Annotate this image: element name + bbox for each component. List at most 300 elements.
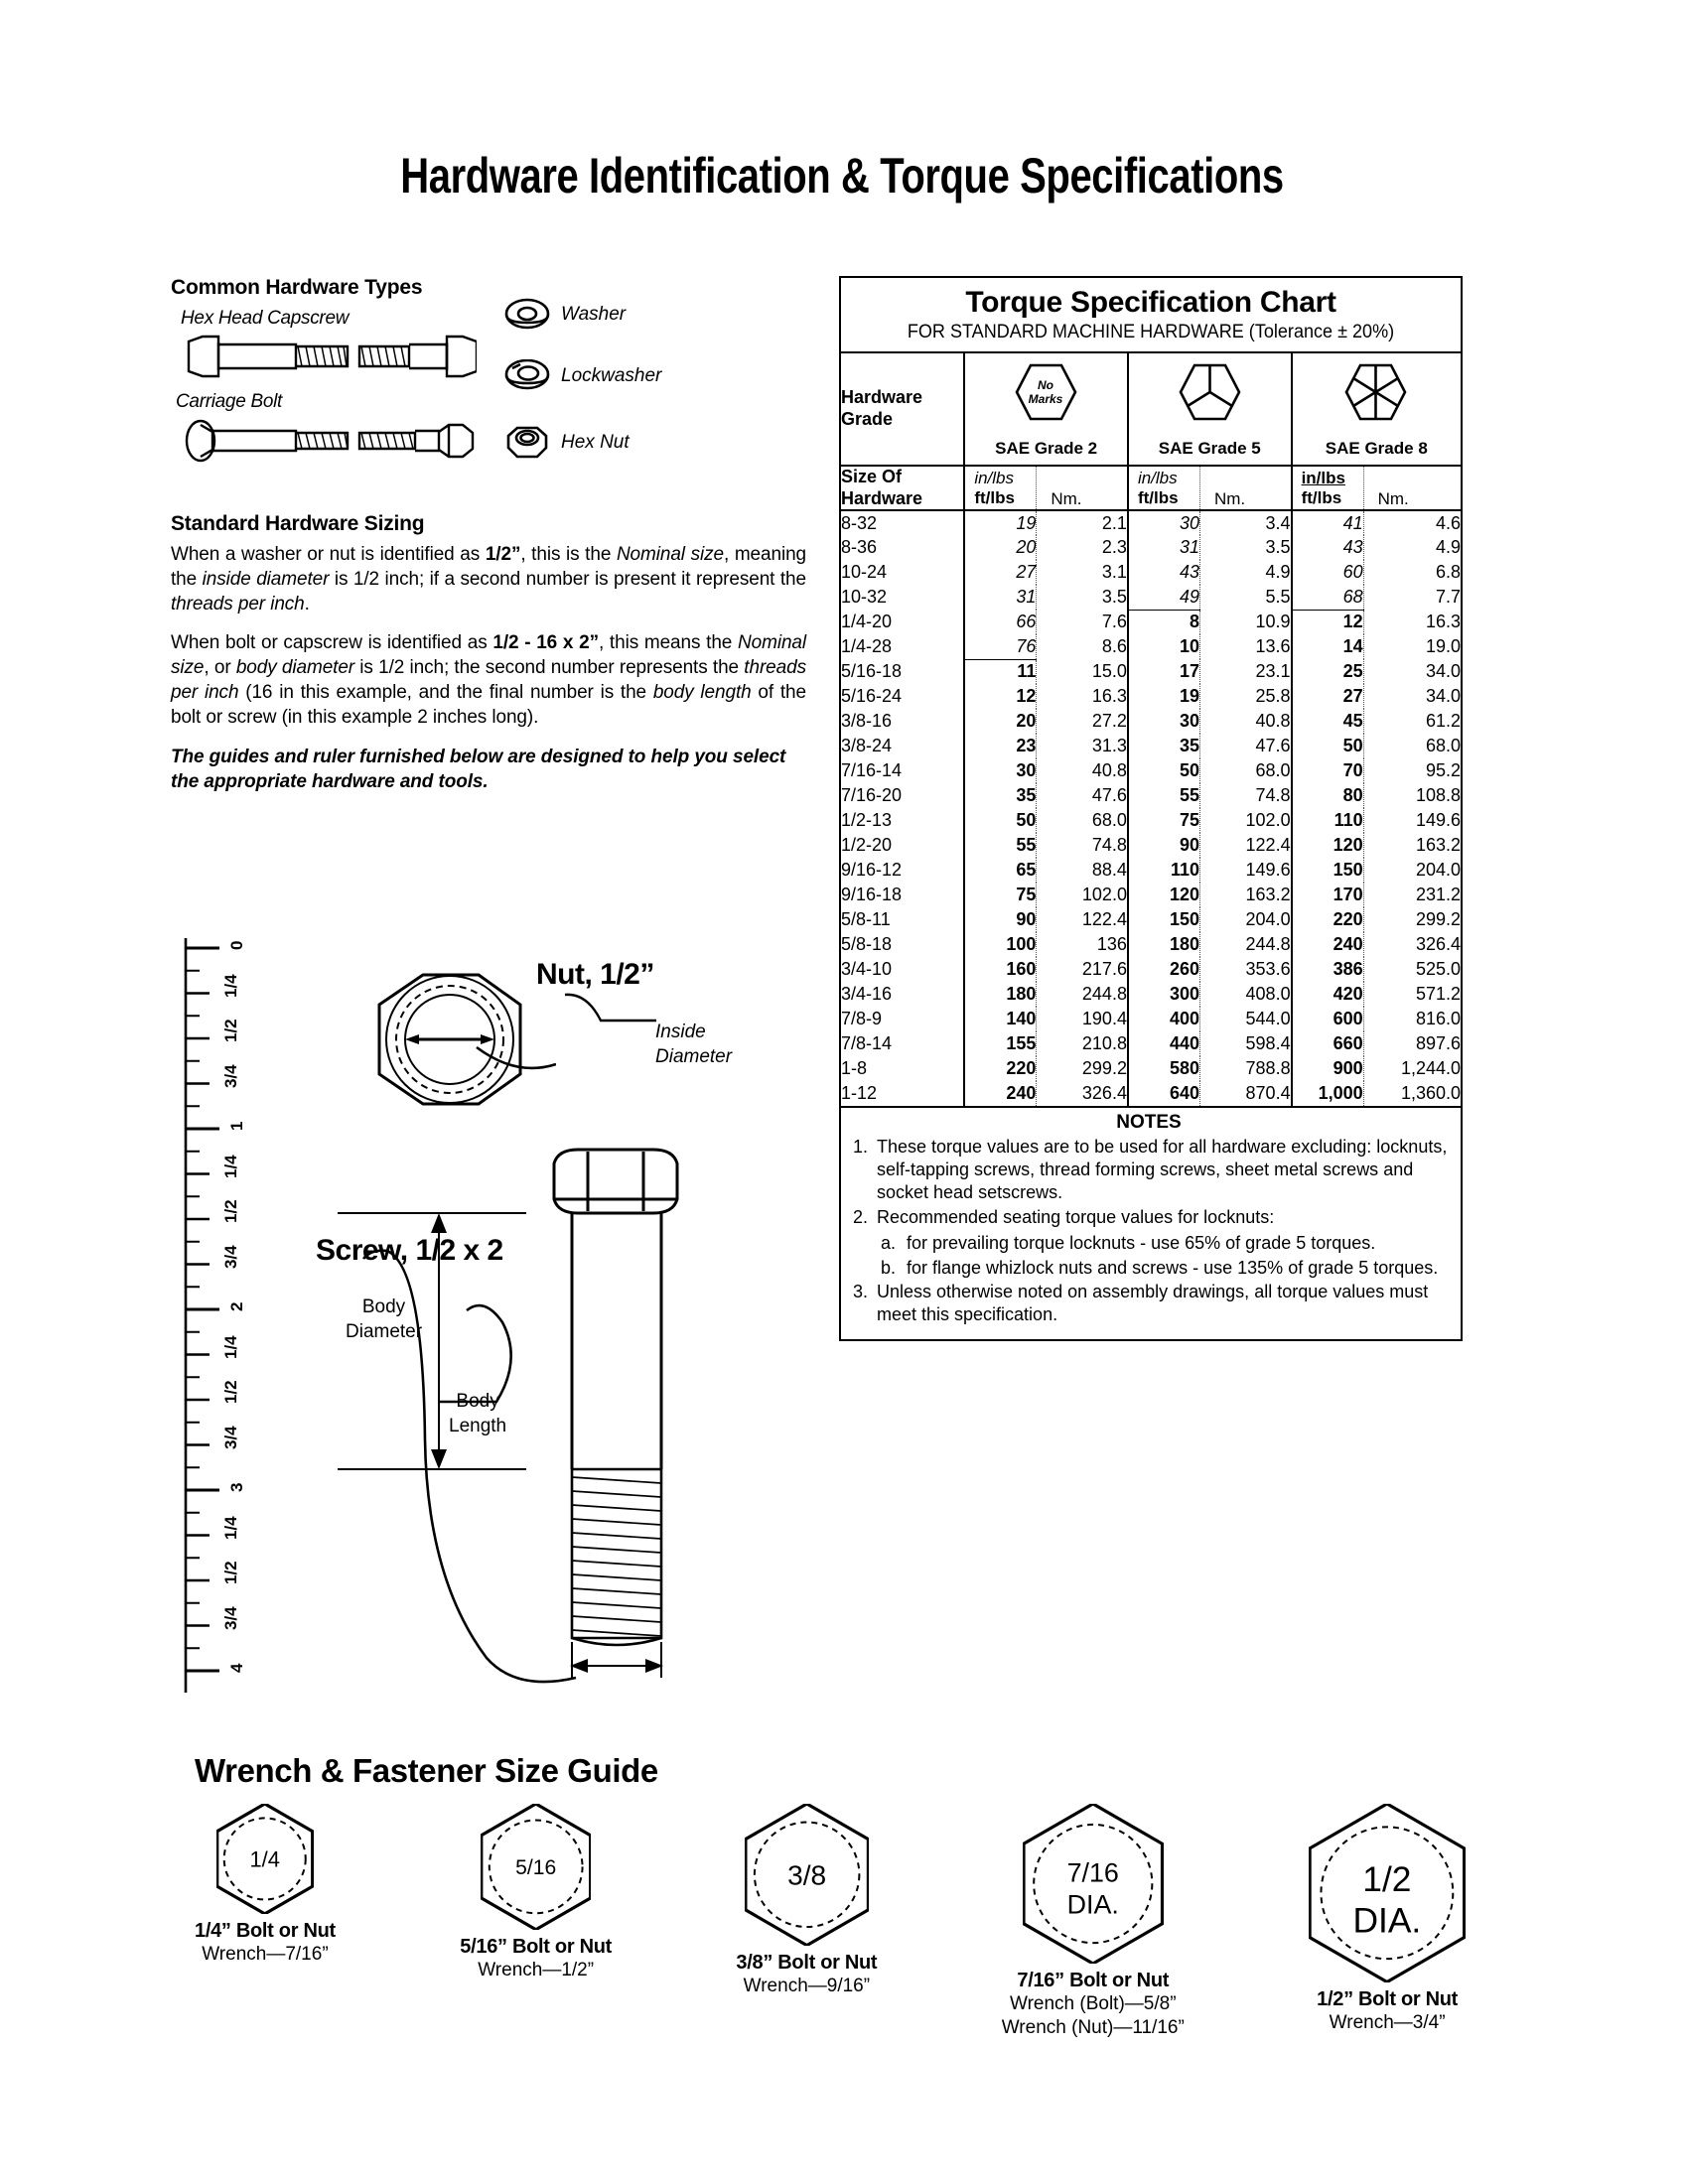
grade-5-torque: 180 [1128, 932, 1200, 957]
left-column [171, 276, 806, 809]
note-text: Recommended seating torque values for locknuts: [877, 1207, 1275, 1228]
row-size: 8-36 [841, 537, 878, 558]
row-size: 1/4-28 [841, 636, 893, 657]
ruler-label: 1/2 [221, 1380, 240, 1404]
grade-8-nm: 149.6 [1363, 808, 1461, 833]
grade-2-torque: 65 [964, 858, 1037, 883]
grade-5-nm-header: Nm. [1199, 466, 1291, 510]
table-row [841, 510, 1461, 535]
grade-8-nm: 34.0 [1363, 659, 1461, 684]
wrench-item-caption: 5/16” Bolt or Nut [460, 1935, 612, 1958]
legend-washer-label: Washer [561, 304, 627, 325]
grade-5-nm: 13.6 [1199, 634, 1291, 659]
wrench-fastener-size-guide [195, 1752, 1466, 2040]
row-size: 3/8-16 [841, 711, 893, 732]
note-subtext: for flange whizlock nuts and screws - use 135% of grade 5 torques. [907, 1257, 1439, 1278]
grade-5-torque: 580 [1128, 1056, 1200, 1081]
hex-head-grade8-icon [1303, 357, 1450, 435]
grade-2-torque: 27 [964, 560, 1037, 585]
wrench-item-caption: 1/4” Bolt or Nut [195, 1919, 336, 1942]
hex-fastener-icon [745, 1804, 869, 1946]
nut-title: Nut, 1/2” [536, 958, 654, 991]
grade-8-header [1292, 352, 1461, 466]
grade-5-nm: 10.9 [1199, 610, 1291, 634]
note-subnumber: b. [881, 1257, 897, 1278]
notes-section [841, 1106, 1461, 1338]
grade-2-torque: 19 [964, 510, 1037, 535]
grade-8-torque: 45 [1292, 709, 1364, 734]
grade-8-nm: 108.8 [1363, 783, 1461, 808]
grade-2-torque: 220 [964, 1056, 1037, 1081]
ruler-label: 1/4 [221, 1515, 240, 1540]
grade-8-torque: 660 [1292, 1031, 1364, 1056]
table-row [841, 932, 1461, 957]
note-subnumber: a. [881, 1232, 897, 1253]
grade-2-nm: 8.6 [1037, 634, 1128, 659]
notes-title: NOTES [1116, 1112, 1182, 1134]
grade-2-nm: 2.1 [1037, 510, 1128, 535]
grade-8-nm: 571.2 [1363, 982, 1461, 1007]
grade-2-torque: 11 [964, 659, 1037, 684]
grade-2-nm-header: Nm. [1037, 466, 1128, 510]
inside-diameter-label: Inside Diameter [655, 1022, 733, 1067]
grade-2-nm: 68.0 [1037, 808, 1128, 833]
common-hardware-heading: Common Hardware Types [171, 276, 423, 299]
table-row [841, 684, 1461, 709]
nut-top-view-icon [357, 953, 556, 1152]
grade-5-torque: 150 [1128, 907, 1200, 932]
grade-8-nm: 1,360.0 [1363, 1081, 1461, 1106]
grade-5-nm: 4.9 [1199, 560, 1291, 585]
table-row [841, 907, 1461, 932]
ruler-label: 1/4 [221, 1154, 240, 1178]
hex-dia-label: DIA. [1352, 1901, 1422, 1941]
table-row [841, 858, 1461, 883]
grade-2-nm: 7.6 [1037, 610, 1128, 634]
wrench-guide-heading: Wrench & Fastener Size Guide [195, 1752, 658, 1789]
table-unit-header-row [841, 466, 1461, 510]
grade-2-nm: 136 [1037, 932, 1128, 957]
row-size: 10-32 [841, 587, 888, 608]
hex-size-label: 7/16 [1066, 1857, 1119, 1888]
grade-2-nm: 299.2 [1037, 1056, 1128, 1081]
grade-8-nm: 6.8 [1363, 560, 1461, 585]
row-size: 9/16-18 [841, 885, 903, 905]
grade-2-torque: 240 [964, 1081, 1037, 1106]
row-size: 5/16-24 [841, 686, 903, 707]
ruler-label: 1/4 [221, 973, 240, 998]
grade-2-torque: 140 [964, 1007, 1037, 1031]
table-row [841, 883, 1461, 907]
row-size: 9/16-12 [841, 860, 903, 881]
grade-8-torque: 220 [1292, 907, 1364, 932]
grade-2-torque: 100 [964, 932, 1037, 957]
table-row [841, 957, 1461, 982]
note-text: Unless otherwise noted on assembly drawings, all torque values must meet this specification. [877, 1282, 1429, 1324]
grade-2-nm: 27.2 [1037, 709, 1128, 734]
grade-8-nm: 816.0 [1363, 1007, 1461, 1031]
inside-diameter-leader-icon [561, 985, 680, 1044]
grade-8-torque: 27 [1292, 684, 1364, 709]
row-size: 7/8-14 [841, 1033, 893, 1054]
grade-5-torque: 440 [1128, 1031, 1200, 1056]
note-subitem [881, 1257, 1451, 1280]
grade-8-torque: 110 [1292, 808, 1364, 833]
grade-5-nm: 25.8 [1199, 684, 1291, 709]
hex-fastener-icon [1023, 1804, 1164, 1964]
grade-5-nm: 122.4 [1199, 833, 1291, 858]
grade-2-torque: 50 [964, 808, 1037, 833]
ruler-label: 3/4 [221, 1244, 240, 1269]
grade-2-nm: 102.0 [1037, 883, 1128, 907]
table-row [841, 758, 1461, 783]
grade-5-inlbs-label: in/lbs [1137, 468, 1178, 487]
grade-8-torque: 420 [1292, 982, 1364, 1007]
svg-text:Marks: Marks [1028, 392, 1063, 406]
ruler-label: 3 [227, 1482, 246, 1492]
grade-2-torque: 31 [964, 585, 1037, 610]
hex-head-no-marks-icon [975, 357, 1117, 435]
hex-size-label: 3/8 [786, 1859, 826, 1891]
row-size: 5/16-18 [841, 661, 903, 682]
grade-2-label: SAE Grade 2 [995, 439, 1098, 458]
grade-5-nm: 163.2 [1199, 883, 1291, 907]
ruler-label: 3/4 [221, 1425, 240, 1449]
grade-8-torque: 41 [1292, 510, 1364, 535]
grade-2-torque: 66 [964, 610, 1037, 634]
grade-5-unit-header [1128, 466, 1200, 510]
note-number: 3. [852, 1282, 868, 1302]
sizing-paragraph-2: When bolt or capscrew is identified as 1/2 - 16 x 2”, this means the Nominal size, or body diameter is 1/2 inch; the second number represents the threads per inch (16 in this example, and the final number is the body length of the bolt or screw (in this example 2 inches long). [171, 632, 807, 729]
ruler-label: 1/2 [221, 1019, 240, 1042]
grade-8-nm: 326.4 [1363, 932, 1461, 957]
grade-5-nm: 353.6 [1199, 957, 1291, 982]
sizing-paragraph-1: When a washer or nut is identified as 1/2”, this is the Nominal size, meaning the inside diameter is 1/2 inch; if a second number is present it represent the threads per inch. [171, 544, 806, 615]
grade-5-torque: 300 [1128, 982, 1200, 1007]
note-text: These torque values are to be used for all hardware excluding: locknuts, self-tapping screws, thread forming screws, sheet metal screws and socket head setscrews. [877, 1137, 1448, 1202]
row-size: 10-24 [841, 562, 888, 583]
grade-5-torque: 31 [1128, 535, 1200, 560]
hex-size-label: 1/2 [1362, 1859, 1412, 1899]
note-subtext: for prevailing torque locknuts - use 65% of grade 5 torques. [907, 1232, 1376, 1253]
hex-size-label: 5/16 [515, 1855, 557, 1879]
row-size: 1/2-13 [841, 810, 893, 831]
body-diameter-label: Body Diameter [346, 1297, 423, 1342]
grade-5-torque: 8 [1128, 610, 1200, 634]
grade-5-torque: 55 [1128, 783, 1200, 808]
inch-ruler [184, 938, 246, 1693]
grade-8-torque: 170 [1292, 883, 1364, 907]
grade-8-torque: 80 [1292, 783, 1364, 808]
row-size: 1-12 [841, 1083, 878, 1104]
grade-8-torque: 150 [1292, 858, 1364, 883]
table-row [841, 1081, 1461, 1106]
wrench-item-size-1: Wrench—3/4” [1329, 2011, 1446, 2033]
grade-5-label: SAE Grade 5 [1158, 439, 1261, 458]
row-size: 7/8-9 [841, 1009, 883, 1029]
ruler-label: 3/4 [221, 1605, 240, 1630]
legend-hex-nut-label: Hex Nut [561, 432, 630, 453]
grade-8-nm-header: Nm. [1363, 466, 1461, 510]
grade-5-torque: 120 [1128, 883, 1200, 907]
grade-5-nm: 149.6 [1199, 858, 1291, 883]
grade-8-nm: 231.2 [1363, 883, 1461, 907]
grade-2-torque: 180 [964, 982, 1037, 1007]
grade-5-nm: 3.4 [1199, 510, 1291, 535]
grade-8-nm: 16.3 [1363, 610, 1461, 634]
grade-8-torque: 12 [1292, 610, 1364, 634]
ruler-label: 3/4 [221, 1063, 240, 1088]
wrench-item-size-1: Wrench—9/16” [743, 1975, 871, 1996]
row-size: 7/16-20 [841, 785, 903, 806]
grade-5-torque: 10 [1128, 634, 1200, 659]
grade-8-nm: 7.7 [1363, 585, 1461, 610]
grade-2-nm: 74.8 [1037, 833, 1128, 858]
grade-5-torque: 35 [1128, 734, 1200, 758]
standard-sizing-section [171, 512, 806, 795]
row-size: 5/8-11 [841, 909, 891, 930]
grade-2-unit-header [964, 466, 1037, 510]
grade-8-nm: 204.0 [1363, 858, 1461, 883]
row-size: 7/16-14 [841, 760, 903, 781]
table-row [841, 535, 1461, 560]
grade-8-nm: 1,244.0 [1363, 1056, 1461, 1081]
grade-5-nm: 40.8 [1199, 709, 1291, 734]
wrench-guide-item [195, 1804, 336, 1967]
row-size: 8-32 [841, 512, 878, 533]
ruler-label: 4 [227, 1663, 246, 1673]
grade-2-nm: 2.3 [1037, 535, 1128, 560]
note-item [847, 1206, 1451, 1229]
grade-2-nm: 3.5 [1037, 585, 1128, 610]
note-number: 1. [852, 1137, 868, 1158]
grade-2-torque: 160 [964, 957, 1037, 982]
wrench-item-size-1: Wrench—7/16” [202, 1943, 329, 1965]
table-row [841, 1056, 1461, 1081]
grade-8-torque: 25 [1292, 659, 1364, 684]
table-grade-header-row [841, 352, 1461, 466]
page-title: Hardware Identification & Torque Specifications [400, 148, 1284, 204]
note-item [847, 1281, 1451, 1325]
grade-8-torque: 50 [1292, 734, 1364, 758]
grade-8-nm: 299.2 [1363, 907, 1461, 932]
table-row [841, 734, 1461, 758]
svg-text:No: No [1038, 378, 1054, 392]
carriage-bolt-label: Carriage Bolt [176, 391, 282, 412]
torque-specification-chart [839, 276, 1463, 1341]
grade-2-nm: 40.8 [1037, 758, 1128, 783]
hex-fastener-icon [481, 1804, 591, 1930]
grade-5-nm: 598.4 [1199, 1031, 1291, 1056]
grade-2-inlbs-label: in/lbs [974, 468, 1015, 487]
table-row [841, 833, 1461, 858]
size-of-hardware-header: Size Of Hardware [841, 467, 923, 508]
grade-8-ftlbs-label: ft/lbs [1301, 487, 1342, 507]
grade-8-nm: 897.6 [1363, 1031, 1461, 1056]
hex-head-capscrew-label: Hex Head Capscrew [181, 308, 350, 329]
grade-5-ftlbs-label: ft/lbs [1137, 487, 1179, 507]
hex-nut-icon [504, 425, 550, 461]
grade-2-nm: 326.4 [1037, 1081, 1128, 1106]
row-size: 1/2-20 [841, 835, 893, 856]
table-row [841, 610, 1461, 634]
standard-sizing-heading: Standard Hardware Sizing [171, 512, 425, 535]
sizing-emphasis: The guides and ruler furnished below are designed to help you select the appropriate hardware and tools. [171, 746, 786, 793]
table-row [841, 982, 1461, 1007]
grade-2-nm: 3.1 [1037, 560, 1128, 585]
wrench-item-caption: 3/8” Bolt or Nut [736, 1951, 878, 1974]
grade-5-nm: 3.5 [1199, 535, 1291, 560]
grade-5-nm: 23.1 [1199, 659, 1291, 684]
grade-5-nm: 102.0 [1199, 808, 1291, 833]
grade-5-nm: 47.6 [1199, 734, 1291, 758]
grade-2-torque: 23 [964, 734, 1037, 758]
wrench-item-size-2: Wrench (Nut)—11/16” [1001, 2016, 1185, 2038]
table-row [841, 808, 1461, 833]
grade-8-torque: 43 [1292, 535, 1364, 560]
table-row [841, 1007, 1461, 1031]
row-size: 5/8-18 [841, 934, 893, 955]
grade-2-nm: 15.0 [1037, 659, 1128, 684]
grade-8-torque: 60 [1292, 560, 1364, 585]
wrench-guide-item [1309, 1804, 1466, 2034]
table-row [841, 783, 1461, 808]
note-item [847, 1136, 1451, 1203]
grade-5-torque: 17 [1128, 659, 1200, 684]
lockwasher-icon [504, 359, 550, 393]
row-size: 1/4-20 [841, 612, 893, 632]
chart-title: Torque Specification Chart [965, 286, 1336, 319]
grade-5-nm: 244.8 [1199, 932, 1291, 957]
ruler-label: 1/2 [221, 1561, 240, 1584]
grade-5-torque: 75 [1128, 808, 1200, 833]
washer-icon [504, 298, 550, 332]
row-size: 1-8 [841, 1058, 868, 1079]
grade-5-torque: 110 [1128, 858, 1200, 883]
torque-table [841, 351, 1461, 1106]
wrench-item-caption: 7/16” Bolt or Nut [1017, 1970, 1170, 1992]
ruler-label: 0 [227, 940, 246, 950]
grade-5-torque: 19 [1128, 684, 1200, 709]
grade-5-nm: 204.0 [1199, 907, 1291, 932]
grade-8-torque: 900 [1292, 1056, 1364, 1081]
wrench-item-size-1: Wrench (Bolt)—5/8” [1010, 1993, 1177, 2015]
grade-2-torque: 90 [964, 907, 1037, 932]
grade-5-nm: 408.0 [1199, 982, 1291, 1007]
hex-head-grade5-icon [1139, 357, 1281, 435]
grade-8-inlbs-label: in/lbs [1301, 468, 1345, 487]
grade-8-torque: 68 [1292, 585, 1364, 610]
ruler-label: 2 [227, 1301, 246, 1311]
bolt-side-view-icon [328, 1142, 884, 1698]
table-row [841, 585, 1461, 610]
grade-5-torque: 30 [1128, 510, 1200, 535]
grade-2-torque: 155 [964, 1031, 1037, 1056]
hex-head-capscrew-icon [179, 334, 477, 379]
legend-lockwasher [504, 359, 661, 393]
grade-8-nm: 95.2 [1363, 758, 1461, 783]
hardware-grade-header: Hardware Grade [841, 387, 923, 429]
wrench-guide-item [460, 1804, 612, 1981]
grade-5-torque: 260 [1128, 957, 1200, 982]
grade-5-torque: 50 [1128, 758, 1200, 783]
grade-2-torque: 55 [964, 833, 1037, 858]
grade-5-torque: 90 [1128, 833, 1200, 858]
grade-8-nm: 68.0 [1363, 734, 1461, 758]
note-number: 2. [852, 1207, 868, 1228]
grade-5-torque: 49 [1128, 585, 1200, 610]
wrench-guide-item [736, 1804, 877, 1997]
table-row [841, 560, 1461, 585]
body-length-label: Body Length [449, 1391, 507, 1436]
grade-5-nm: 68.0 [1199, 758, 1291, 783]
ruler-label: 1 [227, 1121, 246, 1131]
row-size: 3/4-16 [841, 984, 893, 1005]
grade-8-torque: 600 [1292, 1007, 1364, 1031]
hex-fastener-icon [216, 1804, 313, 1914]
grade-2-torque: 20 [964, 535, 1037, 560]
ruler-label: 1/4 [221, 1334, 240, 1359]
legend-lockwasher-label: Lockwasher [561, 365, 662, 386]
grade-8-nm: 34.0 [1363, 684, 1461, 709]
grade-5-header [1128, 352, 1292, 466]
grade-5-nm: 74.8 [1199, 783, 1291, 808]
row-size: 3/4-10 [841, 959, 893, 980]
grade-2-torque: 20 [964, 709, 1037, 734]
carriage-bolt-icon [179, 419, 477, 463]
grade-2-nm: 244.8 [1037, 982, 1128, 1007]
ruler-label: 1/2 [221, 1199, 240, 1223]
note-subitem [881, 1232, 1451, 1255]
grade-2-torque: 30 [964, 758, 1037, 783]
grade-8-nm: 4.6 [1363, 510, 1461, 535]
grade-2-torque: 35 [964, 783, 1037, 808]
grade-5-torque: 43 [1128, 560, 1200, 585]
hex-fastener-icon [1309, 1804, 1466, 1982]
grade-2-nm: 16.3 [1037, 684, 1128, 709]
grade-8-unit-header [1292, 466, 1364, 510]
grade-8-torque: 14 [1292, 634, 1364, 659]
grade-5-nm: 544.0 [1199, 1007, 1291, 1031]
chart-subtitle: FOR STANDARD MACHINE HARDWARE (Tolerance ± 20%) [907, 322, 1395, 342]
grade-2-nm: 210.8 [1037, 1031, 1128, 1056]
grade-2-nm: 31.3 [1037, 734, 1128, 758]
table-row [841, 659, 1461, 684]
table-row [841, 1031, 1461, 1056]
grade-8-nm: 61.2 [1363, 709, 1461, 734]
grade-5-nm: 788.8 [1199, 1056, 1291, 1081]
grade-2-torque: 12 [964, 684, 1037, 709]
grade-2-torque: 76 [964, 634, 1037, 659]
grade-2-nm: 88.4 [1037, 858, 1128, 883]
grade-5-torque: 30 [1128, 709, 1200, 734]
grade-8-torque: 70 [1292, 758, 1364, 783]
grade-8-torque: 1,000 [1292, 1081, 1364, 1106]
grade-8-nm: 163.2 [1363, 833, 1461, 858]
grade-8-nm: 525.0 [1363, 957, 1461, 982]
table-row [841, 634, 1461, 659]
wrench-guide-item [1002, 1804, 1185, 2040]
grade-8-label: SAE Grade 8 [1325, 439, 1428, 458]
grade-8-nm: 19.0 [1363, 634, 1461, 659]
legend-washer [504, 298, 626, 332]
legend-hex-nut [504, 425, 630, 461]
hex-size-label: 1/4 [249, 1846, 281, 1872]
screw-title: Screw, 1/2 x 2 [316, 1234, 503, 1267]
grade-2-header [964, 352, 1128, 466]
hex-dia-label: DIA. [1066, 1889, 1119, 1920]
grade-2-nm: 190.4 [1037, 1007, 1128, 1031]
